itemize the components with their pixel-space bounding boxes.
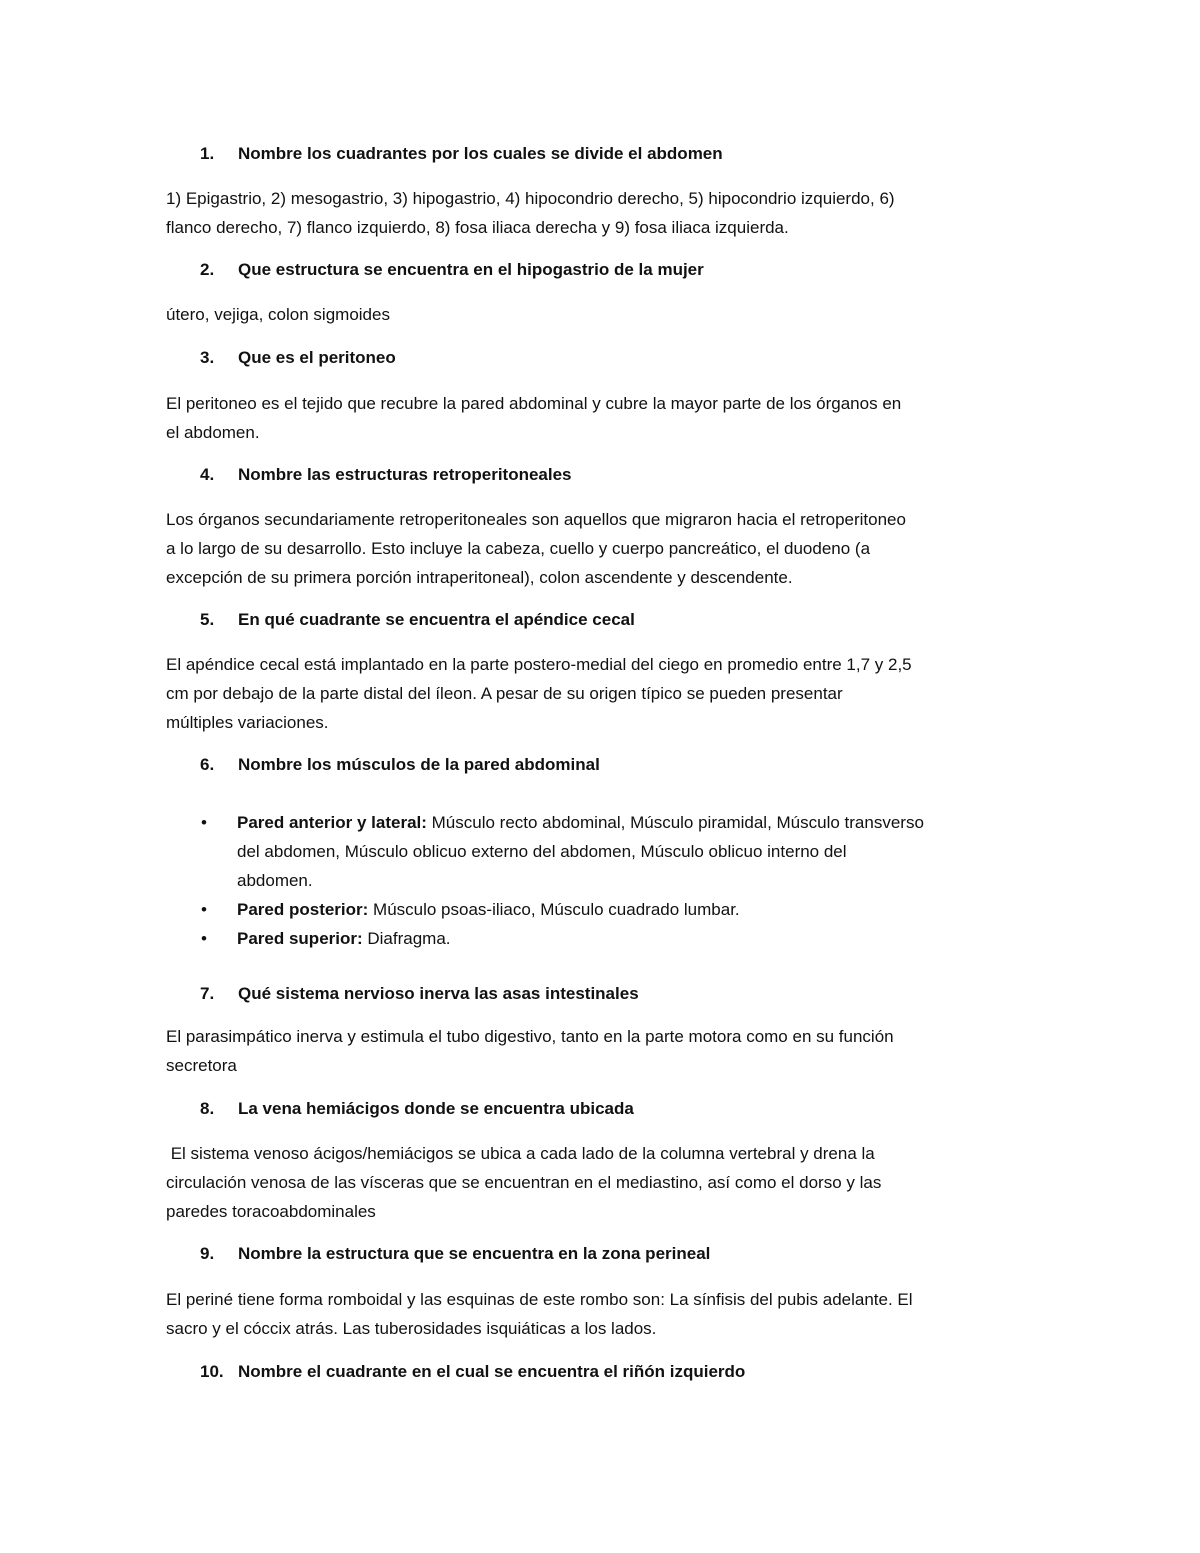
bullet-text: Músculo psoas-iliaco, Músculo cuadrado lumbar.: [368, 900, 740, 919]
answer-5: [166, 650, 1046, 737]
question-2-heading: [200, 259, 704, 281]
bullet-label: Pared anterior y lateral:: [237, 813, 427, 832]
question-title: Nombre las estructuras retroperitoneales: [238, 465, 572, 484]
bullet-text: abdomen.: [237, 871, 313, 890]
answer-4: [166, 505, 1046, 592]
answer-3: [166, 389, 1046, 447]
bullet-item: [166, 895, 1046, 924]
bullet-icon: •: [201, 900, 207, 919]
answer-line: El sistema venoso ácigos/hemiácigos se ubica a cada lado de la columna vertebral y drena la: [166, 1144, 875, 1163]
question-5-heading: [200, 609, 635, 631]
question-4-heading: [200, 464, 572, 486]
answer-line: secretora: [166, 1056, 237, 1075]
question-number: 4.: [200, 465, 215, 484]
question-number: 6.: [200, 755, 215, 774]
bullet-label: Pared superior:: [237, 929, 363, 948]
answer-1: [166, 184, 1046, 242]
answer-9: [166, 1285, 1046, 1343]
answer-line: excepción de su primera porción intraperitoneal), colon ascendente y descendente.: [166, 568, 793, 587]
bullet-icon: •: [201, 813, 207, 832]
answer-line: múltiples variaciones.: [166, 713, 329, 732]
bullet-item: [166, 924, 1046, 953]
answer-2: [166, 300, 1046, 329]
answer-line: 1) Epigastrio, 2) mesogastrio, 3) hipogastrio, 4) hipocondrio derecho, 5) hipocondrio izquierdo, 6): [166, 189, 895, 208]
question-number: 10.: [200, 1362, 224, 1381]
question-1-heading: [200, 143, 723, 165]
bullet-text: Músculo recto abdominal, Músculo piramidal, Músculo transverso: [426, 813, 924, 832]
answer-line: el abdomen.: [166, 423, 260, 442]
question-title: En qué cuadrante se encuentra el apéndice cecal: [238, 610, 635, 629]
question-title: Nombre los cuadrantes por los cuales se divide el abdomen: [238, 144, 723, 163]
question-number: 2.: [200, 260, 215, 279]
answer-8: [166, 1139, 1046, 1226]
answer-line: El periné tiene forma romboidal y las esquinas de este rombo son: La sínfisis del pubis adelante. El: [166, 1290, 913, 1309]
question-6-heading: [200, 754, 600, 776]
answer-line: El peritoneo es el tejido que recubre la pared abdominal y cubre la mayor parte de los órganos en: [166, 394, 902, 413]
question-3-heading: [200, 347, 396, 369]
question-number: 1.: [200, 144, 215, 163]
answer-line: paredes toracoabdominales: [166, 1202, 376, 1221]
question-9-heading: [200, 1243, 710, 1265]
answer-line: a lo largo de su desarrollo. Esto incluye la cabeza, cuello y cuerpo pancreático, el duodeno (a: [166, 539, 871, 558]
question-number: 9.: [200, 1244, 215, 1263]
question-title: La vena hemiácigos donde se encuentra ubicada: [238, 1099, 634, 1118]
answer-line: Los órganos secundariamente retroperitoneales son aquellos que migraron hacia el retroperitoneo: [166, 510, 906, 529]
answer-line: sacro y el cóccix atrás. Las tuberosidades isquiáticas a los lados.: [166, 1319, 657, 1338]
bullet-item: [166, 808, 1046, 895]
answer-line: El parasimpático inerva y estimula el tubo digestivo, tanto en la parte motora como en su función: [166, 1027, 894, 1046]
answer-line: cm por debajo de la parte distal del íleon. A pesar de su origen típico se pueden presentar: [166, 684, 843, 703]
question-title: Que estructura se encuentra en el hipogastrio de la mujer: [238, 260, 704, 279]
question-10-heading: [200, 1361, 745, 1383]
answer-line: El apéndice cecal está implantado en la parte postero-medial del ciego en promedio entre 1,7 y 2,5: [166, 655, 912, 674]
muscle-bullet-list: [166, 808, 1046, 953]
question-number: 7.: [200, 984, 215, 1003]
answer-line: circulación venosa de las vísceras que se encuentran en el mediastino, así como el dorso y las: [166, 1173, 882, 1192]
bullet-label: Pared posterior:: [237, 900, 369, 919]
answer-line: útero, vejiga, colon sigmoides: [166, 305, 390, 324]
question-title: Qué sistema nervioso inerva las asas intestinales: [238, 984, 639, 1003]
question-number: 8.: [200, 1099, 215, 1118]
question-title: Nombre los músculos de la pared abdominal: [238, 755, 600, 774]
question-number: 3.: [200, 348, 215, 367]
question-title: Nombre la estructura que se encuentra en la zona perineal: [238, 1244, 711, 1263]
bullet-icon: •: [201, 929, 207, 948]
question-title: Nombre el cuadrante en el cual se encuentra el riñón izquierdo: [238, 1362, 746, 1381]
bullet-text: Diafragma.: [362, 929, 451, 948]
bullet-text: del abdomen, Músculo oblicuo externo del abdomen, Músculo oblicuo interno del: [237, 842, 847, 861]
question-title: Que es el peritoneo: [238, 348, 396, 367]
question-8-heading: [200, 1098, 634, 1120]
answer-line: flanco derecho, 7) flanco izquierdo, 8) fosa iliaca derecha y 9) fosa iliaca izquierda.: [166, 218, 789, 237]
question-number: 5.: [200, 610, 215, 629]
question-7-heading: [200, 983, 639, 1005]
answer-7: [166, 1022, 1046, 1080]
